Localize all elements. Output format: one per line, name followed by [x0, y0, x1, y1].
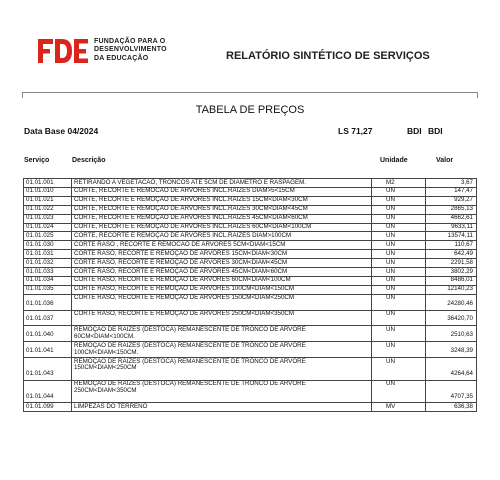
unit-cell: UN	[372, 381, 426, 403]
description-cell	[72, 268, 372, 276]
service-code-cell: 01.01.031	[24, 250, 72, 258]
column-header-service: Serviço	[24, 157, 50, 164]
table-row	[23, 197, 477, 206]
value-cell: 36420,70	[447, 315, 473, 323]
service-code-cell: 01.01.037	[24, 311, 72, 326]
logo-line-3: DA EDUCAÇÃO	[94, 54, 149, 62]
description-line: CORTE RASO, RECORTE E REMOÇÃO DE ARVORES 15CM<DIAM<30CM	[74, 250, 288, 257]
description-line: CORTE, RECORTE E REMOÇÃO DE ARVORES INCL.RAIZES 60CM<DIAM<100CM	[74, 223, 312, 231]
value-cell: 13574,11	[447, 232, 473, 239]
fde-logo-mark-icon	[38, 37, 88, 65]
fde-logo	[38, 37, 178, 67]
table-row	[23, 358, 477, 381]
bdi-label-b: BDI	[428, 126, 443, 136]
table-row	[23, 286, 477, 295]
value-cell: 8486,01	[450, 276, 473, 284]
table-row	[23, 206, 477, 215]
description-cell	[72, 311, 372, 326]
description-cell	[72, 381, 372, 403]
ls-label: LS 71,27	[338, 126, 373, 136]
description-line: REMOÇÃO DE RAIZES (DESTOCA) REMANESCENTE DE TRONCO DE ARVORE	[74, 358, 306, 365]
description-line: CORTE RASO, RECORTE E REMOÇÃO DE ARVORES 60CM<DIAM<100CM	[74, 276, 291, 284]
value-cell: 2291,58	[450, 259, 473, 266]
value-cell: 642,49	[454, 250, 473, 257]
description-cell	[72, 277, 372, 285]
service-code-cell: 01.01.036	[24, 295, 72, 310]
data-base-label: Data Base 04/2024	[24, 126, 99, 136]
service-code-cell: 01.01.021	[24, 197, 72, 205]
value-cell: 147,47	[454, 187, 473, 195]
unit-cell: UN	[372, 197, 426, 205]
price-table	[23, 178, 477, 412]
description-cell	[72, 259, 372, 267]
unit-cell: UN	[372, 342, 426, 357]
description-cell	[72, 250, 372, 258]
unit-cell: UN	[372, 326, 426, 341]
value-cell: 4707,35	[450, 392, 473, 400]
value-cell: 9633,11	[451, 223, 473, 231]
value-cell: 110,67	[454, 241, 473, 248]
description-line	[74, 395, 369, 402]
description-line: CORTE, RECORTE E REMOÇÃO DE ARVORES INCL.RAIZES 15CM<DIAM<30CM	[74, 196, 308, 204]
bdi-label-a: BDI	[407, 126, 422, 136]
service-code-cell: 01.01.010	[24, 188, 72, 196]
service-code-cell: 01.01.044	[24, 381, 72, 403]
unit-cell: UN	[372, 295, 426, 310]
table-row	[23, 232, 477, 241]
description-cell	[72, 295, 372, 310]
description-cell	[72, 197, 372, 205]
table-row	[23, 259, 477, 268]
logo-line-1: FUNDAÇÃO PARA O	[94, 38, 166, 45]
description-cell	[72, 206, 372, 214]
value-cell: 3,67	[460, 179, 473, 186]
table-row	[23, 250, 477, 259]
description-line: CORTE RASO, RECORTE E REMOÇÃO DE ARVORES 100CM<DIAM<150CM	[74, 285, 295, 293]
column-header-description: Descrição	[72, 157, 106, 164]
service-code-cell: 01.01.001	[24, 179, 72, 187]
description-line: 150CM<DIAM<250CM	[74, 364, 137, 372]
section-title: TABELA DE PREÇOS	[195, 104, 305, 116]
service-code-cell: 01.01.033	[24, 268, 72, 276]
value-cell: 636,38	[454, 403, 473, 410]
description-cell	[72, 179, 372, 187]
unit-cell: UN	[372, 241, 426, 249]
description-cell	[72, 188, 372, 196]
description-line: CORTE, RECORTE E REMOÇÃO DE ARVORES INCL.RAIZES 45CM<DIAM<60CM	[74, 214, 308, 222]
description-cell	[72, 215, 372, 223]
description-cell	[72, 358, 372, 380]
service-code-cell: 01.01.040	[24, 326, 72, 341]
unit-cell: UN	[372, 224, 426, 232]
description-line: CORTE, RECORTE E REMOÇÃO DE ARVORES INCL.RAIZES 30CM<DIAM<45CM	[74, 205, 308, 213]
report-header	[0, 0, 500, 90]
service-code-cell: 01.01.030	[24, 241, 72, 249]
description-line: RETIRANDO A VEGETACAO, TRONCOS ATE 5CM DE DIAMETRO E RASPAGEM.	[74, 179, 306, 186]
column-header-value: Valor	[436, 157, 454, 164]
description-line: 60CM<DIAM<100CM.	[74, 332, 135, 340]
unit-cell: UN	[372, 215, 426, 223]
table-row	[23, 326, 477, 342]
service-code-cell: 01.01.032	[24, 259, 72, 267]
description-line: CORTE, RECORTE E REMOÇÃO DE ARVORES INCL.RAIZES DIAM>100CM	[74, 232, 292, 239]
description-line: 250CM<DIAM<350CM	[74, 387, 137, 395]
unit-cell: UN	[372, 358, 426, 380]
table-row	[23, 179, 477, 188]
table-row	[23, 342, 477, 358]
unit-cell: UN	[372, 188, 426, 196]
value-cell: 12140,23	[447, 285, 473, 293]
unit-cell: UN	[372, 232, 426, 240]
service-code-cell: 01.01.041	[24, 342, 72, 357]
table-row	[23, 381, 477, 404]
service-code-cell: 01.01.024	[24, 224, 72, 232]
logo-caption	[94, 38, 167, 63]
description-cell	[72, 326, 372, 341]
column-header-unit: Unidade	[380, 157, 408, 164]
logo-line-2: DESENVOLVIMENTO	[94, 46, 167, 54]
description-cell	[72, 241, 372, 249]
table-row	[23, 403, 477, 412]
description-line: CORTE RASO, RECORTE E REMOÇÃO DE ARVORES 30CM<DIAM<45CM	[74, 259, 288, 266]
table-row	[23, 311, 477, 327]
value-cell: 4662,61	[450, 214, 473, 222]
description-line: REMOÇÃO DE RAIZES (DESTOCA) REMANESCENTE DE TRONCO DE ARVORE	[74, 326, 306, 333]
unit-cell: UN	[372, 206, 426, 214]
description-cell	[72, 224, 372, 232]
unit-cell: MV	[372, 403, 426, 411]
table-row	[23, 277, 477, 286]
description-line: CORTE RASO, RECORTE E REMOÇÃO DE ARVORES 45CM<DIAM<60CM	[74, 268, 288, 275]
service-code-cell: 01.01.034	[24, 277, 72, 285]
description-cell	[72, 342, 372, 357]
service-code-cell: 01.01.025	[24, 232, 72, 240]
service-code-cell: 01.01.035	[24, 286, 72, 294]
unit-cell: UN	[372, 311, 426, 326]
service-code-cell: 01.01.022	[24, 206, 72, 214]
description-line: 100CM<DIAM<150CM.	[74, 348, 139, 356]
unit-cell: UN	[372, 250, 426, 258]
unit-cell: UN	[372, 268, 426, 276]
description-line: CORTE, RECORTE E REMOCAO DE ARVORES INCL.RAIZES DIAM>5<15CM	[74, 187, 295, 195]
value-cell: 3802,29	[450, 268, 473, 275]
unit-cell: M2	[372, 179, 426, 187]
table-row	[23, 215, 477, 224]
description-cell	[72, 403, 372, 411]
value-cell: 2510,63	[450, 331, 473, 339]
service-code-cell: 01.01.099	[24, 403, 72, 411]
unit-cell: UN	[372, 277, 426, 285]
table-row	[23, 188, 477, 197]
description-line: CORTE RASO, RECORTE E REMOÇÃO DE ARVORES 250CM<DIAM<350CM	[74, 310, 295, 318]
service-code-cell: 01.01.043	[24, 358, 72, 380]
value-cell: 2865,13	[450, 205, 473, 213]
value-cell: 929,27	[454, 196, 473, 204]
service-code-cell: 01.01.023	[24, 215, 72, 223]
report-title: RELATÓRIO SINTÉTICO DE SERVIÇOS	[226, 50, 430, 62]
description-line: CORTE RASO , RECORTE E REMOCAO DE ARVORES 5CM<DIAM<15CM	[74, 241, 286, 248]
table-row	[23, 268, 477, 277]
divider-tick-left	[22, 92, 23, 98]
header-divider	[22, 92, 478, 93]
description-line: LIMPEZAS DO TERRENO	[74, 403, 148, 410]
table-row	[23, 295, 477, 311]
description-cell	[72, 286, 372, 294]
unit-cell: UN	[372, 286, 426, 294]
value-cell: 24280,46	[447, 299, 473, 307]
description-line: REMOÇÃO DE RAIZES (DESTOCA) REMANESCENTE DE TRONCO DE ARVORE	[74, 342, 306, 349]
table-row	[23, 224, 477, 233]
description-line	[74, 372, 369, 379]
value-cell: 3248,39	[450, 347, 473, 355]
description-line: REMOÇÃO DE RAIZES (DESTOCA) REMANESCENTE DE TRONCO DE ARVORE	[74, 380, 306, 388]
description-line	[74, 302, 369, 309]
divider-tick-right	[477, 92, 478, 98]
table-row	[23, 241, 477, 250]
description-line	[74, 318, 369, 325]
value-cell: 4264,64	[450, 369, 473, 377]
unit-cell: UN	[372, 259, 426, 267]
description-line: CORTE RASO, RECORTE E REMOÇÃO DE ARVORES 150CM<DIAM<250CM	[74, 294, 295, 302]
description-cell	[72, 232, 372, 240]
